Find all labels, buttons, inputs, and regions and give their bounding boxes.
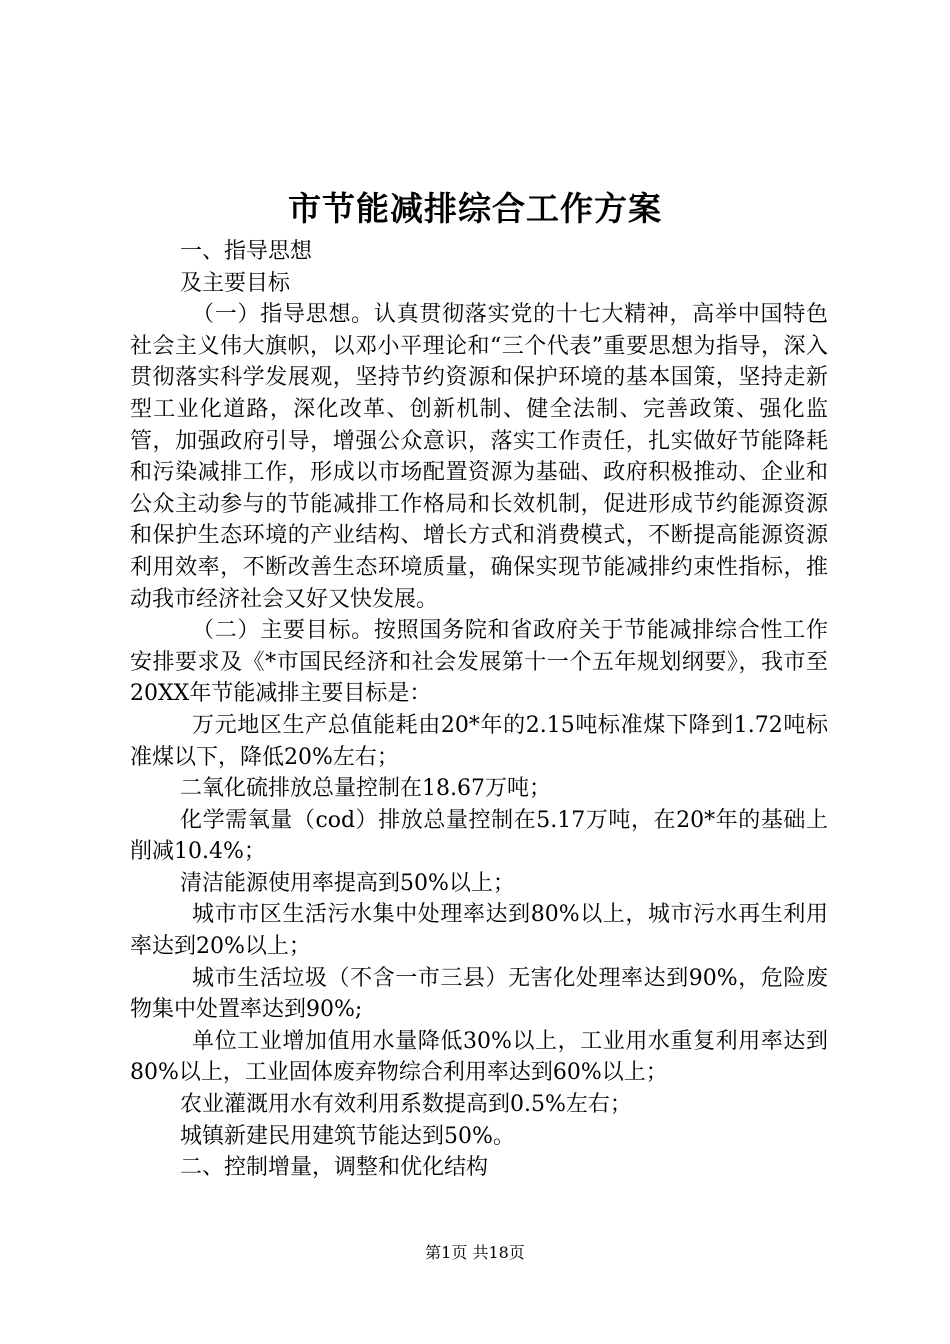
document-title: 市节能减排综合工作方案 — [288, 189, 662, 228]
goal-clean-energy: 清洁能源使用率提高到50%以上； — [180, 870, 515, 896]
document-body — [130, 236, 828, 1184]
goal-irrigation: 农业灌溉用水有效利用系数提高到0.5%左右； — [180, 1092, 632, 1118]
goal-sewage-treatment: 城市市区生活污水集中处理率达到80%以上，城市污水再生利用率达到20%以上； — [130, 902, 828, 960]
section-heading-1: 一、指导思想 — [180, 239, 313, 264]
section-heading-2: 二、控制增量，调整和优化结构 — [180, 1155, 489, 1181]
goal-energy-consumption: 万元地区生产总值能耗由20*年的2.15吨标准煤下降到1.72吨标准煤以下，降低20%左右； — [130, 712, 828, 770]
goal-building-energy: 城镇新建民用建筑节能达到50%。 — [180, 1123, 515, 1149]
goal-industrial-water: 单位工业增加值用水量降低30%以上，工业用水重复利用率达到80%以上，工业固体废弃物综合利用率达到60%以上； — [130, 1028, 828, 1086]
goal-garbage-treatment: 城市生活垃圾（不含一市三县）无害化处理率达到90%，危险废物集中处置率达到90%; — [130, 965, 828, 1023]
section-heading-1-continued: 及主要目标 — [180, 270, 291, 296]
paragraph-main-goals: （二）主要目标。按照国务院和省政府关于节能减排综合性工作安排要求及《*市国民经济和社会发展第十一个五年规划纲要》，我市至20XX年节能减排主要目标是： — [130, 618, 828, 707]
page-footer: 第1页 共18页 — [425, 1243, 525, 1262]
goal-cod: 化学需氧量（cod）排放总量控制在5.17万吨，在20*年的基础上削减10.4%； — [130, 807, 828, 865]
paragraph-guiding-thought: （一）指导思想。认真贯彻落实党的十七大精神，高举中国特色社会主义伟大旗帜，以邓小平理论和“三个代表”重要思想为指导，深入贯彻落实科学发展观，坚持节约资源和保护环境的基本国策，坚持走新型工业化道路，深化改革、创新机制、健全法制、完善政策、强化监管，加强政府引导，增强公众意识，落实工作责任，扎实做好节能降耗和污染减排工作，形成以市场配置资源为基础、政府积极推动、企业和公众主动参与的节能减排工作格局和长效机制，促进形成节约能源资源和保护生态环境的产业结构、增长方式和消费模式，不断提高能源资源利用效率，不断改善生态环境质量，确保实现节能减排约束性指标，推动我市经济社会又好又快发展。 — [130, 302, 828, 612]
goal-sulfur-dioxide: 二氧化硫排放总量控制在18.67万吨； — [180, 776, 551, 802]
